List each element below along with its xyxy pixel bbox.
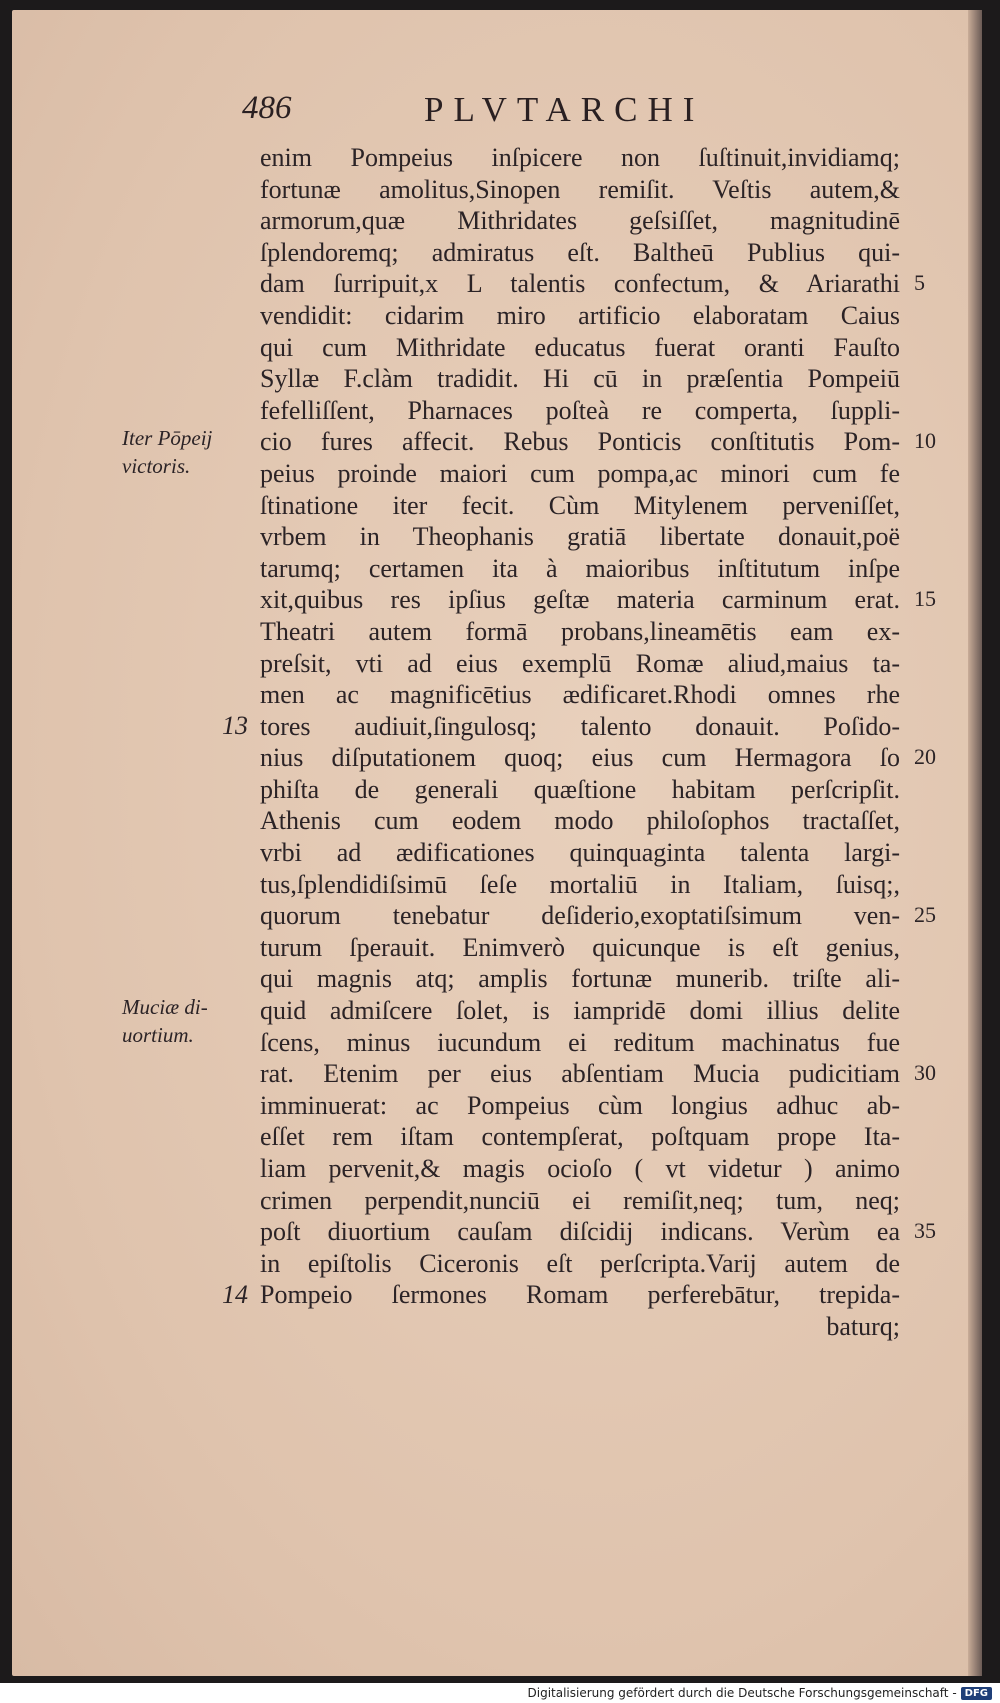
text-line: quorum tenebatur deſiderio,exoptatiſsimum ven- — [260, 901, 900, 931]
text-line: phiſta de generali quæſtione habitam perſcripſit. — [260, 774, 900, 804]
line-number: 10 — [914, 428, 936, 454]
text-line: peius proinde maiori cum pompa,ac minori cum fe — [260, 458, 900, 488]
chapter-number: 14 — [222, 1279, 248, 1309]
text-line: quid admiſcere ſolet, is iampridē domi illius delite — [260, 996, 900, 1026]
text-line: turum ſperauit. Enimverò quicunque is eſt genius, — [260, 932, 900, 962]
text-line: liam pervenit,& magis ocioſo ( vt videtur ) animo — [260, 1154, 900, 1183]
credit-text: Digitalisierung gefördert durch die Deutsche Forschungsgemeinschaft - — [527, 1686, 957, 1700]
line-number: 25 — [914, 902, 936, 928]
text-line: ſplendoremq; admiratus eſt. Baltheū Publius qui- — [260, 237, 900, 267]
text-line: Pompeio ſermones Romam perferebātur, trepida- — [260, 1280, 900, 1310]
page-number: 486 — [242, 90, 292, 126]
text-line: men ac magnificētius ædificaret.Rhodi omnes rhe — [260, 680, 900, 710]
text-line: Athenis cum eodem modo philoſophos tractaſſet, — [260, 806, 900, 836]
text-line: vrbem in Theophanis gratiā libertate donauit,poë — [260, 522, 900, 552]
text-line: Syllæ F.clàm tradidit. Hi cū in præſentia Pompeiū — [260, 364, 900, 394]
text-line: crimen perpendit,nunciū ei remiſit,neq; tum, neq; — [260, 1185, 900, 1215]
digitization-credit — [528, 1686, 993, 1700]
text-line: in epiſtolis Ciceronis eſt perſcripta.Varij autem de — [260, 1248, 900, 1278]
text-line: fefelliſſent, Pharnaces poſteà re comperta, ſuppli- — [260, 395, 900, 425]
chapter-number: 13 — [222, 710, 248, 740]
text-line: tus,ſplendidiſsimū ſeſe mortaliū in Italiam, ſuisq;, — [260, 869, 900, 899]
text-line: ſcens, minus iucundum ei reditum machinatus fue — [260, 1027, 900, 1057]
line-number: 5 — [914, 270, 925, 296]
text-line: enim Pompeius inſpicere non ſuſtinuit,invidiamq; — [260, 143, 900, 172]
text-line: xit,quibus res ipſius geſtæ materia carminum erat. — [260, 585, 900, 615]
text-line: fortunæ amolitus,Sinopen remiſit. Veſtis autem,& — [260, 174, 900, 204]
text-line: qui cum Mithridate educatus fuerat oranti Fauſto — [260, 332, 900, 362]
running-head — [12, 90, 982, 140]
dfg-logo-icon: DFG — [961, 1687, 992, 1700]
text-line: qui magnis atq; amplis fortunæ munerib. triſte ali- — [260, 964, 900, 994]
text-line: cio fures affecit. Rebus Ponticis conſtitutis Pom- — [260, 427, 900, 457]
main-text-block — [260, 142, 900, 1343]
text-line: dam ſurripuit,x L talentis confectum, & Ariarathi — [260, 269, 900, 299]
marginal-note: Muciæ di- uortium. — [122, 995, 208, 1048]
line-number: 15 — [914, 586, 936, 612]
line-number: 35 — [914, 1218, 936, 1244]
line-number: 30 — [914, 1060, 936, 1086]
running-title: PLVTARCHI — [424, 90, 705, 129]
text-line: vendidit: cidarim miro artificio elaboratam Caius — [260, 300, 900, 330]
marginal-note: Iter Pōpeij victoris. — [122, 426, 213, 479]
line-number: 20 — [914, 744, 936, 770]
text-line: eſſet rem iſtam contempſerat, poſtquam prope Ita- — [260, 1122, 900, 1152]
text-line: Theatri autem formā probans,lineamētis eam ex- — [260, 616, 900, 646]
book-page — [12, 10, 982, 1676]
text-line: imminuerat: ac Pompeius cùm longius adhuc ab- — [260, 1090, 900, 1120]
text-line: rat. Etenim per eius abſentiam Mucia pudicitiam — [260, 1059, 900, 1089]
text-line: ſtinatione iter fecit. Cùm Mitylenem perveniſſet, — [260, 490, 900, 520]
text-line: tores audiuit,ſingulosq; talento donauit. Poſido- — [260, 711, 900, 741]
text-line: poſt diuortium cauſam diſcidij indicans. Verùm ea — [260, 1217, 900, 1247]
text-line: armorum,quæ Mithridates geſsiſſet, magnitudinē — [260, 206, 900, 236]
text-line: vrbi ad ædificationes quinquaginta talenta largi- — [260, 838, 900, 868]
text-line: nius diſputationem quoq; eius cum Hermagora ſo — [260, 743, 900, 773]
text-line: preſsit, vti ad eius exemplū Romæ aliud,maius ta- — [260, 648, 900, 678]
page-gutter-shadow — [968, 10, 982, 1676]
text-line: tarumq; certamen ita à maioribus inſtitutum inſpe — [260, 553, 900, 583]
text-line: baturq; — [826, 1311, 900, 1341]
